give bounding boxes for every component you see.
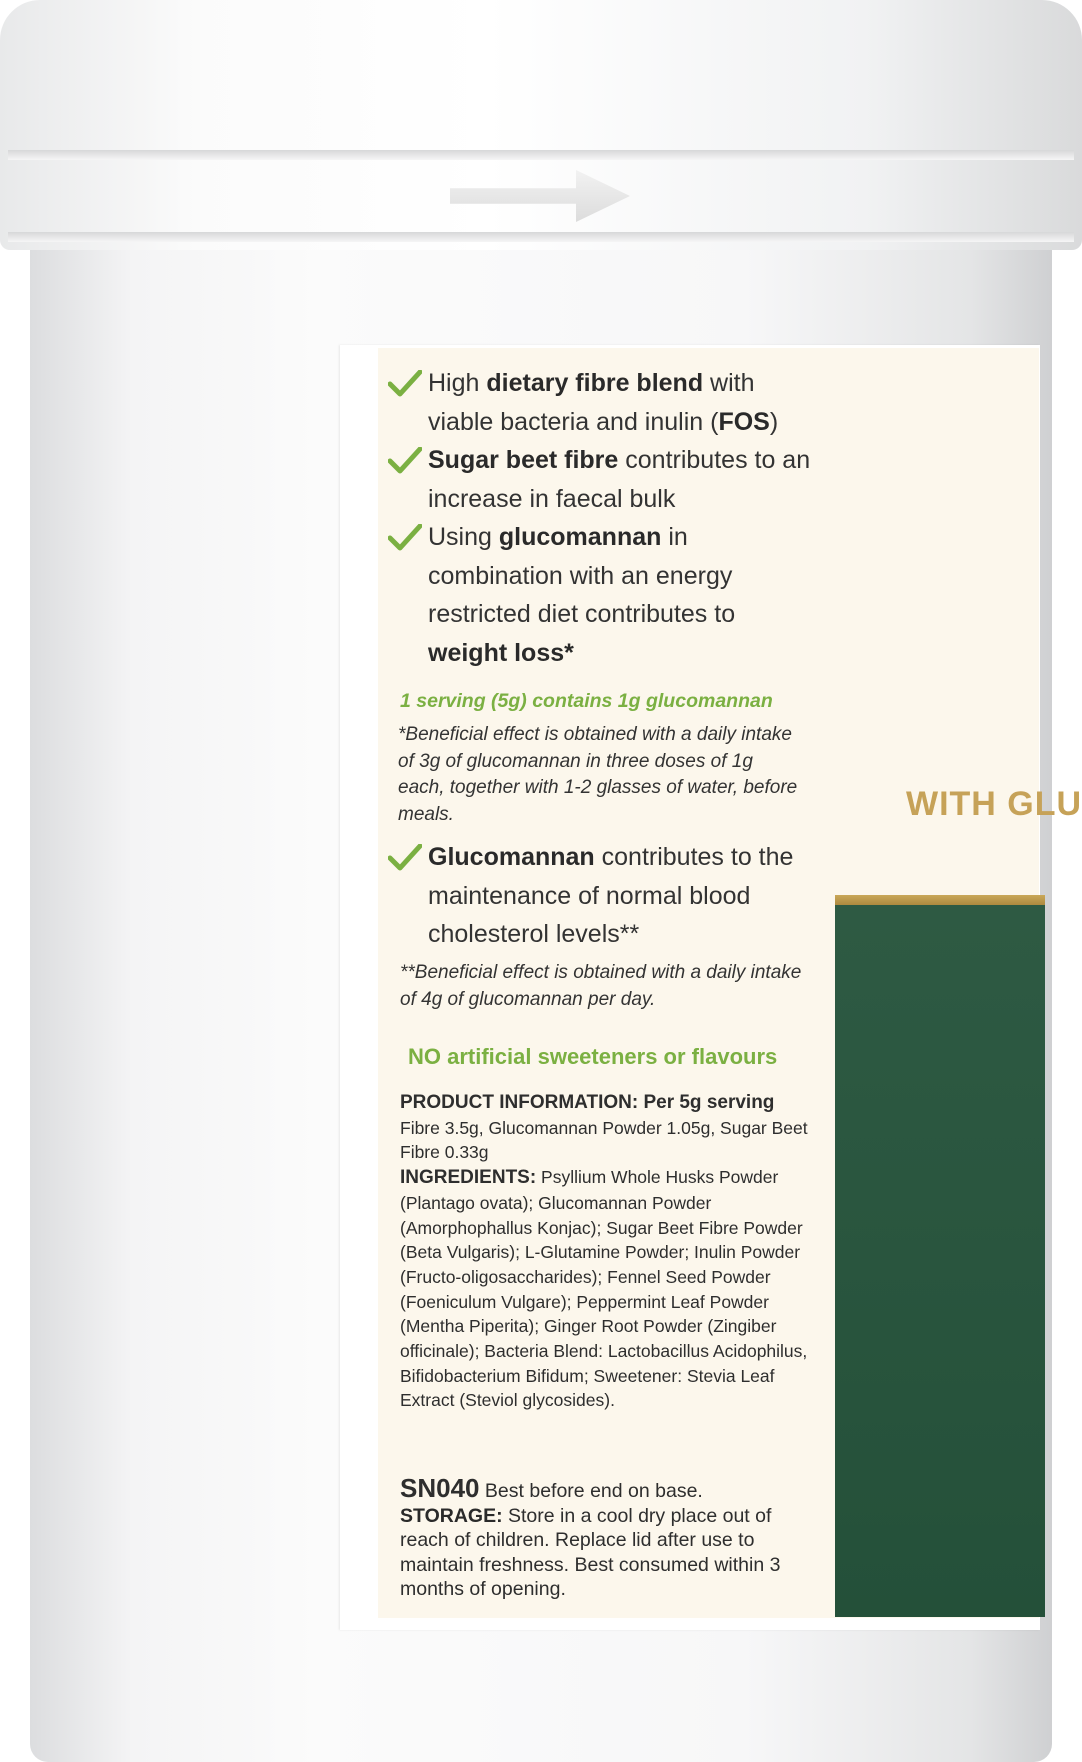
claim-bold: dietary fibre blend [486, 369, 704, 397]
claim-text: ) [769, 407, 779, 436]
storage-text: Store in a cool dry place out of reach of children. Replace lid after use to maintain freshness. Best consumed within 3 months of opening. [400, 1504, 781, 1600]
check-icon [388, 524, 422, 552]
serving-note: 1 serving (5g) contains 1g glucomannan [400, 690, 773, 712]
code-and-storage [400, 1473, 820, 1602]
claim-bold: FOS [718, 407, 770, 436]
front-tagline: WITH GLU [906, 785, 1082, 823]
lid-arrow-icon [450, 170, 630, 222]
container-lid [0, 0, 1082, 250]
claim-text: Using [428, 523, 499, 551]
claim-item [388, 364, 818, 441]
claim-text: High [428, 369, 487, 397]
claims-list-2 [388, 838, 818, 954]
no-artificial-note: NO artificial sweeteners or flavours [408, 1044, 778, 1069]
green-panel [835, 905, 1045, 1617]
claim-bold: glucomannan [498, 523, 662, 551]
check-icon [388, 844, 422, 872]
lid-ridge [8, 150, 1074, 160]
check-icon [388, 447, 422, 475]
best-before: Best before end on base. [479, 1480, 703, 1502]
footnote-weight-loss: *Beneficial effect is obtained with a daily intake of 3g of glucomannan in three doses of 1g each, together with 1-2 glasses of water, before meals. [398, 724, 798, 825]
storage-heading: STORAGE: [400, 1504, 503, 1527]
check-icon [388, 370, 422, 398]
claim-item [388, 441, 818, 518]
product-information [400, 1090, 820, 1413]
ingredients-text: Psyllium Whole Husks Powder (Plantago ovata); Glucomannan Powder (Amorphophallus Konjac); Sugar Beet Fibre Powder (Beta Vulgaris); L-Glutamine Powder; Inulin Powder (Fructo-oligosaccharides); Fennel Seed Powder (Foeniculum Vulgare); Peppermint Leaf Powder (Mentha Piperita); Ginger Root Powder (Zingiber officinale); Bacteria Blend: Lactobacillus Acidophilus, Bifidobacterium Bifidum; Sweetener: Stevia Leaf Extract (Steviol glycosides). [400, 1167, 808, 1411]
claim-item [388, 838, 818, 954]
footnote-cholesterol: **Beneficial effect is obtained with a daily intake of 4g of glucomannan per day. [400, 962, 802, 1010]
claim-item [388, 518, 818, 672]
claim-bold: Sugar beet fibre [428, 446, 619, 474]
product-info-text: Fibre 3.5g, Glucomannan Powder 1.05g, Sugar Beet Fibre 0.33g [400, 1117, 808, 1163]
claim-text: in combination with an energy restricted diet contributes to [428, 523, 736, 628]
product-info-heading: PRODUCT INFORMATION: Per 5g serving [400, 1092, 775, 1113]
claim-text: contributes to the maintenance of normal blood cholesterol levels** [428, 843, 794, 948]
lid-ridge [8, 232, 1074, 242]
claim-text: contributes to an increase in faecal bulk [428, 446, 811, 513]
claim-bold: weight loss* [428, 638, 574, 667]
product-code: SN040 [400, 1473, 480, 1503]
claims-list [388, 364, 818, 672]
ingredients-heading: INGREDIENTS: [400, 1167, 537, 1189]
claim-bold: Glucomannan [428, 843, 595, 871]
claim-text: with viable bacteria and inulin ( [428, 369, 755, 436]
